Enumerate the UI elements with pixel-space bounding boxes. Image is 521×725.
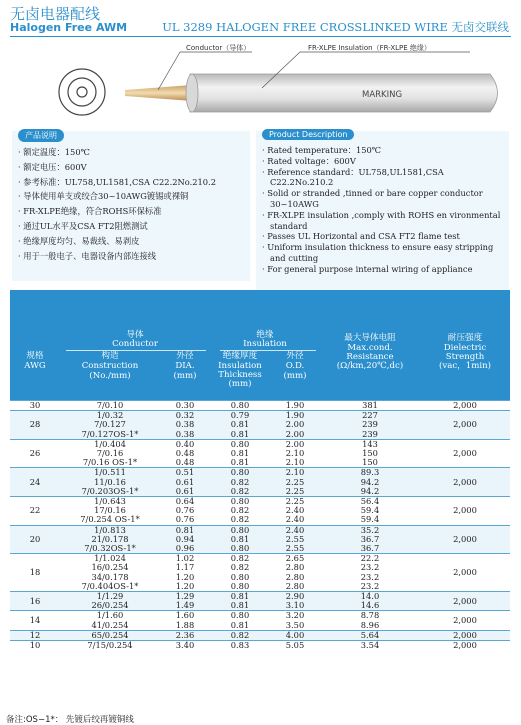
resistance-cell: 23.2 <box>320 573 420 582</box>
construction-cell: 1/1.024 <box>60 554 160 564</box>
thickness-cell: 0.82 <box>210 506 270 515</box>
spec-table <box>10 290 510 650</box>
table-row <box>10 401 510 411</box>
table-row <box>10 439 510 449</box>
construction-cell: 65/0.254 <box>60 630 160 640</box>
construction-cell: 7/0.16 OS-1* <box>60 458 160 468</box>
description-item: · 通过UL水平及CSA FT2阻燃测试 <box>18 219 246 234</box>
dia-cell: 1.17 <box>160 563 210 572</box>
thickness-cell: 0.81 <box>210 420 270 429</box>
voltage-cell: 2,000 <box>420 401 510 411</box>
voltage-header-cn: 耐压强度 <box>447 333 483 343</box>
thickness-cell: 0.82 <box>210 478 270 487</box>
od-cell: 2.80 <box>270 573 320 582</box>
awg-cell: 22 <box>10 497 60 526</box>
thickness-header-cn: 绝缘厚度 <box>222 351 258 361</box>
construction-cell: 7/0.32OS-1* <box>60 544 160 554</box>
dia-cell: 0.48 <box>160 449 210 458</box>
table-row <box>10 611 510 621</box>
dia-header-unit: (mm) <box>173 371 197 381</box>
conductor-leader <box>158 52 180 90</box>
resistance-cell: 59.4 <box>320 515 420 525</box>
od-cell: 2.10 <box>270 468 320 478</box>
construction-cell: 11/0.16 <box>60 478 160 487</box>
resistance-cell: 23.2 <box>320 563 420 572</box>
description-item: · 参考标准：UL758,UL1581,CSA C22.2No.210.2 <box>18 175 246 190</box>
thickness-cell: 0.82 <box>210 487 270 497</box>
description-item: · Rated voltage：600V <box>262 156 505 167</box>
description-item: · Uniform insulation thickness to ensure easy stripping and cutting <box>262 242 505 264</box>
od-cell: 2.25 <box>270 487 320 497</box>
thickness-cell: 0.80 <box>210 439 270 449</box>
conductor-header-cn: 导体 <box>126 330 144 340</box>
od-cell: 2.80 <box>270 582 320 592</box>
thickness-cell: 0.79 <box>210 411 270 421</box>
footnote: 备注:OS−1*： 先镀后绞再镀铜线 <box>6 715 134 725</box>
thickness-cell: 0.80 <box>210 611 270 621</box>
resistance-cell: 14.6 <box>320 601 420 611</box>
resistance-cell: 94.2 <box>320 478 420 487</box>
table-row <box>10 641 510 651</box>
resistance-cell: 89.3 <box>320 468 420 478</box>
thickness-cell: 0.80 <box>210 573 270 582</box>
table-row <box>10 468 510 478</box>
awg-cell: 26 <box>10 439 60 468</box>
dia-cell: 1.20 <box>160 582 210 592</box>
od-cell: 1.90 <box>270 411 320 421</box>
product-title: UL 3289 HALOGEN FREE CROSSLINKED WIRE 无卤交联线 <box>162 20 509 34</box>
voltage-cell: 2,000 <box>420 630 510 640</box>
table-header <box>10 290 510 400</box>
dia-cell: 0.48 <box>160 458 210 468</box>
thickness-cell: 0.82 <box>210 515 270 525</box>
dia-cell: 3.40 <box>160 641 210 651</box>
od-cell: 2.40 <box>270 506 320 515</box>
voltage-header-en1: Dielectric <box>443 343 487 353</box>
resistance-header-en2: Resistance <box>346 352 394 362</box>
construction-cell: 7/0.254 OS-1* <box>60 515 160 525</box>
resistance-cell: 59.4 <box>320 506 420 515</box>
product-description-cn <box>12 131 250 281</box>
resistance-cell: 3.54 <box>320 641 420 651</box>
resistance-cell: 14.0 <box>320 592 420 602</box>
od-cell: 2.55 <box>270 535 320 544</box>
thickness-cell: 0.80 <box>210 525 270 535</box>
construction-cell: 7/0.404OS-1* <box>60 582 160 592</box>
resistance-cell: 381 <box>320 401 420 411</box>
od-cell: 2.80 <box>270 563 320 572</box>
description-item: · For general purpose internal wiring of appliance <box>262 264 505 275</box>
thickness-cell: 0.82 <box>210 630 270 640</box>
voltage-cell: 2,000 <box>420 439 510 468</box>
table-row <box>10 630 510 640</box>
dia-cell: 0.64 <box>160 497 210 507</box>
description-item: · 导体使用单支或绞合30~10AWG镀锡或裸铜 <box>18 189 246 204</box>
construction-cell: 7/0.10 <box>60 401 160 411</box>
dia-cell: 1.02 <box>160 554 210 564</box>
voltage-header-en2: Strength <box>445 352 485 362</box>
construction-cell: 1/0.32 <box>60 411 160 421</box>
construction-cell: 7/0.127OS-1* <box>60 430 160 440</box>
dia-cell: 0.96 <box>160 544 210 554</box>
dia-cell: 0.40 <box>160 439 210 449</box>
dia-cell: 0.38 <box>160 420 210 429</box>
thickness-cell: 0.81 <box>210 601 270 611</box>
insulation-callout: FR-XLPE Insulation（FR-XLPE 绝缘） <box>308 44 431 52</box>
resistance-cell: 150 <box>320 458 420 468</box>
thickness-cell: 0.82 <box>210 554 270 564</box>
thickness-cell: 0.81 <box>210 430 270 440</box>
construction-cell: 7/0.203OS-1* <box>60 487 160 497</box>
table-row <box>10 554 510 564</box>
dia-cell: 0.81 <box>160 525 210 535</box>
dia-cell: 1.29 <box>160 592 210 602</box>
resistance-cell: 227 <box>320 411 420 421</box>
dia-cell: 1.60 <box>160 611 210 621</box>
resistance-header-unit: (Ω/km,20℃,dc) <box>336 361 404 371</box>
dia-header-cn: 外径 <box>176 351 194 361</box>
od-cell: 2.25 <box>270 497 320 507</box>
resistance-cell: 22.2 <box>320 554 420 564</box>
cross-section-icon <box>59 69 105 115</box>
od-cell: 2.40 <box>270 515 320 525</box>
header-divider <box>10 36 511 37</box>
voltage-header-unit: (vac，1min) <box>439 361 491 371</box>
awg-cell: 16 <box>10 592 60 611</box>
construction-cell: 7/0.127 <box>60 420 160 429</box>
resistance-cell: 36.7 <box>320 535 420 544</box>
resistance-cell: 143 <box>320 439 420 449</box>
construction-cell: 17/0.16 <box>60 506 160 515</box>
table-row <box>10 411 510 421</box>
thickness-header-unit: (mm) <box>228 379 252 389</box>
construction-cell: 1/1.29 <box>60 592 160 602</box>
voltage-cell: 2,000 <box>420 641 510 651</box>
dia-cell: 0.32 <box>160 411 210 421</box>
awg-cell: 30 <box>10 401 60 411</box>
voltage-cell: 2,000 <box>420 554 510 592</box>
construction-cell: 1/0.404 <box>60 439 160 449</box>
od-cell: 2.00 <box>270 439 320 449</box>
voltage-cell: 2,000 <box>420 497 510 526</box>
od-cell: 2.40 <box>270 525 320 535</box>
awg-cell: 24 <box>10 468 60 497</box>
od-cell: 2.65 <box>270 554 320 564</box>
construction-cell: 1/1.60 <box>60 611 160 621</box>
od-cell: 3.10 <box>270 601 320 611</box>
product-description-en <box>256 131 509 291</box>
awg-cell: 12 <box>10 630 60 640</box>
description-item: · Reference standard：UL758,UL1581,CSA C22.2No.210.2 <box>262 167 505 189</box>
resistance-cell: 8.96 <box>320 621 420 631</box>
construction-cell: 16/0.254 <box>60 563 160 572</box>
od-cell: 2.00 <box>270 420 320 429</box>
od-header-en: O.D. <box>285 361 305 371</box>
description-item: · 额定温度：150℃ <box>18 145 246 160</box>
dia-cell: 0.30 <box>160 401 210 411</box>
dia-cell: 0.76 <box>160 506 210 515</box>
dia-cell: 0.76 <box>160 515 210 525</box>
resistance-cell: 5.64 <box>320 630 420 640</box>
construction-cell: 1/0.813 <box>60 525 160 535</box>
resistance-cell: 23.2 <box>320 582 420 592</box>
voltage-cell: 2,000 <box>420 411 510 440</box>
od-cell: 2.10 <box>270 458 320 468</box>
construction-header-unit: (No./mm) <box>89 371 131 381</box>
thickness-cell: 0.81 <box>210 621 270 631</box>
dia-header-en: DIA. <box>175 361 195 371</box>
resistance-cell: 94.2 <box>320 487 420 497</box>
thickness-cell: 0.82 <box>210 563 270 572</box>
desc-list-cn <box>18 145 246 263</box>
od-cell: 2.10 <box>270 449 320 458</box>
spec-table-body <box>10 400 510 650</box>
description-item: · Solid or stranded ,tinned or bare copper conductor 30~10AWG <box>262 188 505 210</box>
awg-cell: 10 <box>10 641 60 651</box>
resistance-header-en1: Max.cond. <box>347 343 393 353</box>
dia-cell: 1.88 <box>160 621 210 631</box>
od-cell: 2.00 <box>270 430 320 440</box>
dia-cell: 0.61 <box>160 478 210 487</box>
construction-cell: 1/0.643 <box>60 497 160 507</box>
od-cell: 2.90 <box>270 592 320 602</box>
resistance-cell: 239 <box>320 430 420 440</box>
awg-cell: 18 <box>10 554 60 592</box>
marking-text: MARKING <box>362 90 403 100</box>
voltage-cell: 2,000 <box>420 592 510 611</box>
resistance-header-cn: 最大导体电阻 <box>344 333 396 343</box>
page-title-en: Halogen Free AWM <box>10 21 128 34</box>
insulation-header-en: Insulation <box>243 339 287 349</box>
resistance-cell: 239 <box>320 420 420 429</box>
dia-cell: 0.51 <box>160 468 210 478</box>
construction-cell: 7/15/0.254 <box>60 641 160 651</box>
description-item: · 额定电压：600V <box>18 160 246 175</box>
od-cell: 3.50 <box>270 621 320 631</box>
construction-header-cn: 构造 <box>101 351 119 361</box>
description-item: · Passes UL Horizontal and CSA FT2 flame test <box>262 231 505 242</box>
construction-cell: 41/0.254 <box>60 621 160 631</box>
awg-header-en: AWG <box>24 361 46 371</box>
construction-cell: 1/0.511 <box>60 468 160 478</box>
resistance-cell: 35.2 <box>320 525 420 535</box>
insulation-header-cn: 绝缘 <box>256 330 274 340</box>
dia-cell: 0.61 <box>160 487 210 497</box>
awg-cell: 20 <box>10 525 60 554</box>
od-cell: 3.20 <box>270 611 320 621</box>
table-row <box>10 525 510 535</box>
description-item: · FR-XLPE绝缘，符合ROHS环保标准 <box>18 204 246 219</box>
cable-drawing <box>0 38 521 128</box>
thickness-cell: 0.80 <box>210 497 270 507</box>
page-title-cn: 无卤电器配线 <box>10 5 101 23</box>
construction-cell: 26/0.254 <box>60 601 160 611</box>
construction-cell: 21/0.178 <box>60 535 160 544</box>
od-header-cn: 外径 <box>286 351 304 361</box>
thickness-header-en2: Thickness <box>218 370 262 380</box>
dia-cell: 0.38 <box>160 430 210 440</box>
resistance-cell: 8.78 <box>320 611 420 621</box>
dia-cell: 2.36 <box>160 630 210 640</box>
od-cell: 1.90 <box>270 401 320 411</box>
conductor-callout: Conductor（导体） <box>186 44 251 52</box>
conductor-header-en: Conductor <box>112 339 158 349</box>
resistance-cell: 56.4 <box>320 497 420 507</box>
thickness-cell: 0.80 <box>210 582 270 592</box>
cable-side-view <box>125 74 498 112</box>
od-cell: 4.00 <box>270 630 320 640</box>
voltage-cell: 2,000 <box>420 611 510 630</box>
od-cell: 5.05 <box>270 641 320 651</box>
od-cell: 2.25 <box>270 478 320 487</box>
dia-cell: 1.20 <box>160 573 210 582</box>
thickness-cell: 0.80 <box>210 544 270 554</box>
voltage-cell: 2,000 <box>420 525 510 554</box>
resistance-cell: 36.7 <box>320 544 420 554</box>
tag-cn: 产品说明 <box>18 129 64 142</box>
description-item: · Rated temperature：150℃ <box>262 145 505 156</box>
desc-list-en <box>262 145 505 275</box>
description-item: · 绝缘厚度均匀、易裁线、易剥皮 <box>18 234 246 249</box>
thickness-cell: 0.81 <box>210 592 270 602</box>
description-item: · 用于一般电子、电器设备内部连接线 <box>18 249 246 264</box>
thickness-cell: 0.80 <box>210 401 270 411</box>
construction-header-en: Construction <box>81 361 139 371</box>
awg-header-cn: 规格 <box>26 351 44 361</box>
table-row <box>10 497 510 507</box>
thickness-cell: 0.80 <box>210 468 270 478</box>
thickness-cell: 0.81 <box>210 458 270 468</box>
awg-cell: 14 <box>10 611 60 630</box>
table-row <box>10 592 510 602</box>
dia-cell: 0.94 <box>160 535 210 544</box>
tag-en: Product Description <box>262 129 354 140</box>
awg-cell: 28 <box>10 411 60 440</box>
od-header-unit: (mm) <box>283 371 307 381</box>
thickness-cell: 0.83 <box>210 641 270 651</box>
dia-cell: 1.49 <box>160 601 210 611</box>
od-cell: 2.55 <box>270 544 320 554</box>
construction-cell: 34/0.178 <box>60 573 160 582</box>
thickness-cell: 0.81 <box>210 449 270 458</box>
construction-cell: 7/0.16 <box>60 449 160 458</box>
thickness-cell: 0.81 <box>210 535 270 544</box>
voltage-cell: 2,000 <box>420 468 510 497</box>
resistance-cell: 150 <box>320 449 420 458</box>
thickness-header-en1: Insulation <box>218 361 262 371</box>
description-item: · FR-XLPE insulation ,comply with ROHS en vironmental standard <box>262 210 505 232</box>
